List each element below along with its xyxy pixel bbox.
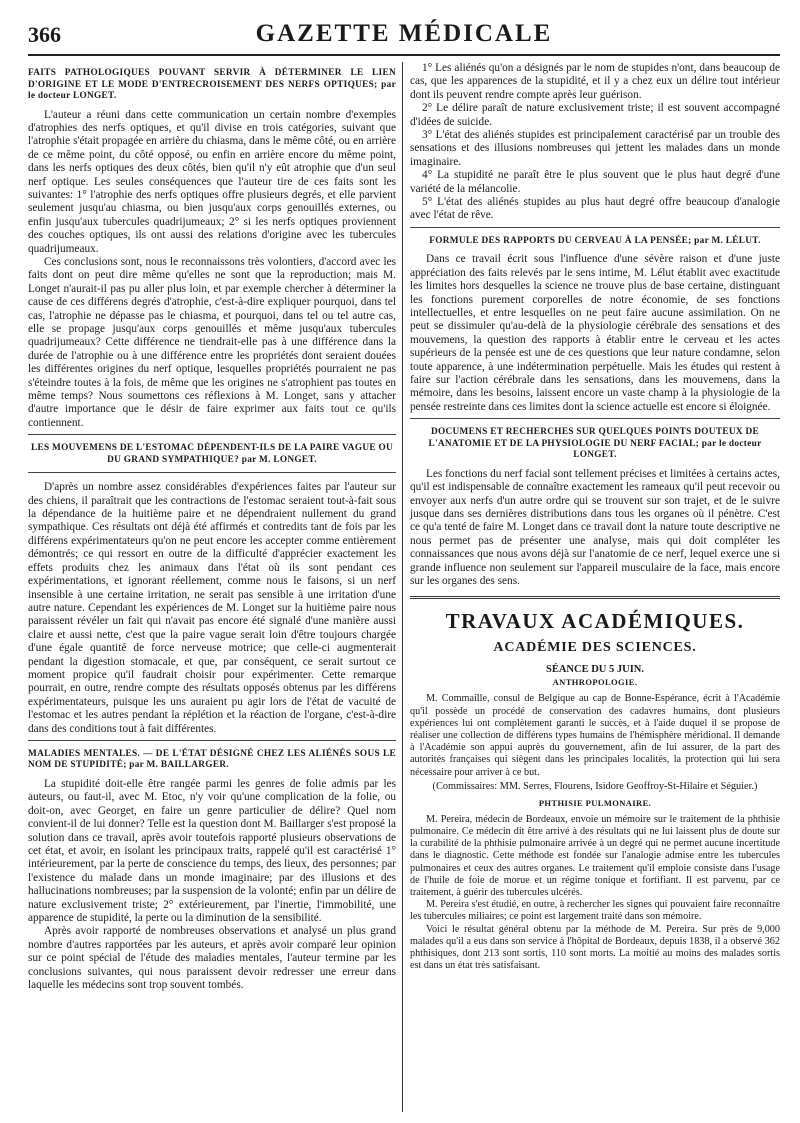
session-date: SÉANCE DU 5 JUIN. xyxy=(545,664,644,676)
journal-title: GAZETTE MÉDICALE xyxy=(255,20,553,47)
academie-title: ACADÉMIE DES SCIENCES. xyxy=(493,640,697,656)
list-item: 5° L'état des aliénés stupides au plus haut degré offre beaucoup d'analogie avec l'état de rêve. xyxy=(410,196,780,222)
section-title-stupidity: MALADIES MENTALES. — DE L'ÉTAT DÉSIGNÉ CHEZ LES ALIÉNÉS SOUS LE NOM DE STUPIDITÉ; par M. BAILLARGER. xyxy=(28,748,396,771)
list-item: 2° Le délire paraît de nature exclusivement triste; il est souvent accompagné d'idées de suicide. xyxy=(410,102,780,128)
paragraph: M. Commaille, consul de Belgique au cap de Bonne-Espérance, écrit à l'Académie qu'il possède un procédé de conservation des cadavres humains, dont plusieurs expériences lui ont complètement garanti le succès, et à l'aide duquel il se propose de réaliser une collection de différens types humains de l'hémisphère méridional. Il demande à l'Académie son appui auprès du gouvernement, afin de lui assurer, de la part des autorités françaises qui siègent dans les principales localités, la protection qui lui sera nécessaire pour arriver à ce but. xyxy=(410,693,780,778)
section-rule xyxy=(28,472,396,473)
section-double-rule xyxy=(410,596,780,599)
paragraph: Les fonctions du nerf facial sont tellement précises et limitées à certains actes, qu'il est indispensable de connaître exactement les rameaux qu'il peut recevoir ou envoyer aux nerfs d'un autre ordre qui se trouvent sur son trajet, et de le suivre jusque dans ses dernières distributions dans tous les organes où il pénètre. C'est ce qu'a tenté de faire M. Longet dans ce travail dont la nature toute descriptive ne nous permet pas de présenter une analyse, mais qui doit compléter les connaissances que nous avons déjà sur l'anatomie de ce nerf, lequel exerce une si grande influence non seulement sur l'appareil musculaire de la face, mais encore sur les organes des sens. xyxy=(410,467,780,587)
section-title-facial-nerve: DOCUMENS ET RECHERCHES SUR QUELQUES POINTS DOUTEUX DE L'ANATOMIE ET DE LA PHYSIOLOGIE DU NERF FACIAL; par le docteur LONGET. xyxy=(428,427,762,461)
section-rule xyxy=(410,418,780,419)
section-rule xyxy=(28,740,396,741)
section-rule xyxy=(410,227,780,228)
paragraph: La stupidité doit-elle être rangée parmi les genres de folie admis par les auteurs, ou faut-il, avec M. Etoc, n'y voir qu'une complication de la folie, ou doit-on, avec Georget, en faire un genre particulier de délire? Quel nom convient-il de lui donner? Telle est la question dont M. Baillarger s'est proposé la solution dans ce travail, après avoir toutefois rapporté plusieurs observations de cet état, et avoir, en isolant les principaux traits, rappelé qu'il est caractérisé 1° intérieurement, par la perte de conscience du temps, des lieux, des personnes; par l'existence du malade dans un monde imaginaire; par des illusions et des hallucinations nombreuses; par la suspension de la volonté; enfin par un délire de nature exclusivement triste; 2° extérieurement, par l'inertie, l'immobilité, une apparence de stupidité, la perte ou la diminution de la sensibilité. xyxy=(28,777,396,925)
paragraph: M. Pereira, médecin de Bordeaux, envoie un mémoire sur le traitement de la phthisie pulmonaire. Ce médecin dit être arrivé à des résultats qui ne lui laissent plus de doute sur la curabilité de la phthisie pulmonaire arrivée à un degré qui ne permet aucune incertitude dans le diagnostic. Cette méthode est fondée sur l'analogie admise entre les tubercules pulmonaires et ceux des autres organes. Le traitement qu'il emploie consiste dans l'usage de l'huile de foie de morue et un régime tonique et fortifiant. Il est parvenu, par ce traitement, à guérir des tubercules ulcérés. xyxy=(410,813,780,899)
section-title-brain-thought: FORMULE DES RAPPORTS DU CERVEAU À LA PENSÉE; par M. LÉLUT. xyxy=(429,235,761,246)
section-title-optic-nerves: FAITS PATHOLOGIQUES POUVANT SERVIR À DÉTERMINER LE LIEN D'ORIGINE ET LE MODE D'ENTRECROISEMENT DES NERFS OPTIQUES; par le docteur LONGET. xyxy=(28,68,396,101)
list-item: 3° L'état des aliénés stupides est principalement caractérisé par un trouble des sensations et des illusions nombreuses qui jettent les malades dans un monde imaginaire. xyxy=(410,129,780,168)
commissioners: (Commissaires: MM. Serres, Flourens, Isidore Geoffroy-St-Hilaire et Séguier.) xyxy=(432,780,758,792)
list-item: 1° Les aliénés qu'on a désignés par le nom de stupides n'ont, dans beaucoup de cas, que les apparences de la stupidité, et il y a chez eux un délire tout intérieur dont ils peuvent rendre compte après leur guérison. xyxy=(410,62,780,101)
page-header xyxy=(28,18,780,56)
left-column xyxy=(28,62,396,992)
page-number: 366 xyxy=(28,22,61,47)
section-title-stomach: LES MOUVEMENS DE L'ESTOMAC DÉPENDENT-ILS DE LA PAIRE VAGUE OU DU GRAND SYMPATHIQUE? par M. LONGET. xyxy=(30,443,394,465)
paragraph: Après avoir rapporté de nombreuses observations et analysé un plus grand nombre d'autres rapportées par les auteurs, et après avoir comparé leur opinion sur ce point spécial de l'étude des maladies mentales, l'auteur termine par les conclusions suivantes, qui nous paraissent devoir redresser une erreur dans laquelle les médecins sont trop souvent tombés. xyxy=(28,925,396,992)
paragraph: Ces conclusions sont, nous le reconnaissons très volontiers, d'accord avec les faits dont on peut dire même qu'elles ne sont que la reproduction; mais M. Longet n'aurait-il pas pu aller plus loin, et par exemple chercher à déterminer la cause de ces différens degrés d'atrophie, c'est-à-dire expliquer pourquoi, dans tel cas, l'atrophie ne dépasse pas le chiasma, et pourquoi, dans tel ou tel autre cas, elle se propage jusqu'aux corps genouillés et même jusqu'aux tubercules quadrijumeaux? Cette différence ne tiendrait-elle pas à une différence dans la durée de l'atrophie ou à une différence entre les propriétés dont seraient douées les différentes origines du nerf optique, lesquelles propriétés pourraient ne pas s'éteindre toutes à la fois, de même que les origines ne s'atrophient pas toutes en même temps? Nous soumettons ces réflexions à M. Longet, sans y attacher d'autre importance que le désir de faire exprimer aux faits tout ce qu'ils contiennent. xyxy=(28,255,396,429)
conclusions-list xyxy=(410,62,780,223)
topic-anthropology: ANTHROPOLOGIE. xyxy=(552,677,638,688)
section-rule xyxy=(28,434,396,435)
paragraph: L'auteur a réuni dans cette communication un certain nombre d'exemples d'atrophies des nerfs optiques, et qu'il divise en trois catégories, suivant que l'atrophie s'était propagée en arrière du chiasma, dans le même côté, ou en arrière de ce même point, du côté opposé, ou enfin en arrière encore du même point, dans les nerfs optiques des deux côtés, bien qu'il n'y eût atrophie que d'un seul nerf optique. Les seules conséquences que l'auteur tire de ces faits sont les suivantes: 1° l'atrophie des nerfs optiques offre plusieurs degrés, et elle parvient seulement jusqu'au chiasma, ou bien jusqu'aux corps genouillés externes, ou enfin jusqu'aux tubercules quadrijumeaux; 2° si les nerfs optiques proviennent des couches optiques, ils ont aussi des relations d'origine avec les tubercules quadrijumeaux. xyxy=(28,108,396,255)
list-item: 4° La stupidité ne paraît être le plus souvent que le plus haut degré d'une variété de la mélancolie. xyxy=(410,169,780,195)
travaux-title: TRAVAUX ACADÉMIQUES. xyxy=(445,609,745,634)
paragraph: Dans ce travail écrit sous l'influence d'une sévère raison et d'une juste appréciation des faits relevés par le sens intime, M. Lélut établit avec exactitude les limites hors desquelles la science ne trouve plus de base certaine, distinguant les fonctions purement corporelles de notre économie, de ses fonctions intellectuelles, et entre lesquelles on ne peut faire aucune assimilation. On ne peut se dissimuler qu'au-delà de la physiologie cérébrale des sensations et des mouvemens, la question des rapports à établir entre le cerveau et les actes supérieurs de la pensée est une de ces questions que leur nature condamne, selon toute apparence, à une indétermination perpétuelle. Mais les études qui restent à faire sur l'action cérébrale dans les sensations, dans les mouvemens, dans la mémoire, dans les besoins, laissent encore un vaste champ à la physiologie de la pensée restreinte dans ces limites dont la science actuelle est encore si éloignée. xyxy=(410,253,780,413)
topic-phthisis: PHTHISIE PULMONAIRE. xyxy=(538,797,652,808)
paragraph: M. Pereira s'est étudié, en outre, à rechercher les signes qui pouvaient faire reconnaître les tubercules miliaires; ce point est largement traité dans son mémoire. xyxy=(410,899,780,923)
paragraph: D'après un nombre assez considérables d'expériences faites par l'auteur sur des chiens, il paraîtrait que les contractions de l'estomac seraient tout-à-fait sous la dépendance de la huitième paire et ne dépendraient nullement du grand sympathique. Ces résultats ont déjà été affirmés et contredits tant de fois par les différens expérimentateurs qu'on ne peut encore les accepter comme entièrement démontrés; ce qui ressort en outre de la difficulté d'apprécier exactement les effets produits chez les animaux dans l'état où ils sont pendant ces expérimentations, et ignorant réellement, comme nous le faisons, si un nerf insensible à une certaine irritation, ne serait pas sensible à une irritation d'une autre nature. Cependant les expériences de M. Longet sur la huitième paire nous paraissent révéler un fait qui n'avait pas encore été signalé d'une manière aussi claire et aussi nette, c'est que la paire vague serait loin d'être toujours chargée d'une égale quantité de force nerveuse motrice; que celle-ci augmenterait pendant la digestion stomacale, et que, par conséquent, ce serait surtout ce moment propice qu'il faudrait choisir pour expérimenter. Cette remarque pourrait, en outre, rendre compte des résultats opposés obtenus par les différens expérimentateurs, puisque les uns auraient pu agir lors de l'état de vacuité de l'estomac et les autres pendant la réplétion et la réaction de l'organe, c'est-à-dire dans des conditions tout à fait différentes. xyxy=(28,481,396,735)
column-divider xyxy=(402,62,403,1112)
right-column xyxy=(410,62,780,972)
paragraph: Voici le résultat général obtenu par la méthode de M. Pereira. Sur près de 9,000 malades qu'il a eus dans son service à l'hôpital de Bordeaux, depuis 1838, il a observé 362 phthisiques, dont 213 sont sortis, 110 sont morts. La moitié au moins des malades sortis est dans un état très satisfaisant. xyxy=(410,923,780,972)
